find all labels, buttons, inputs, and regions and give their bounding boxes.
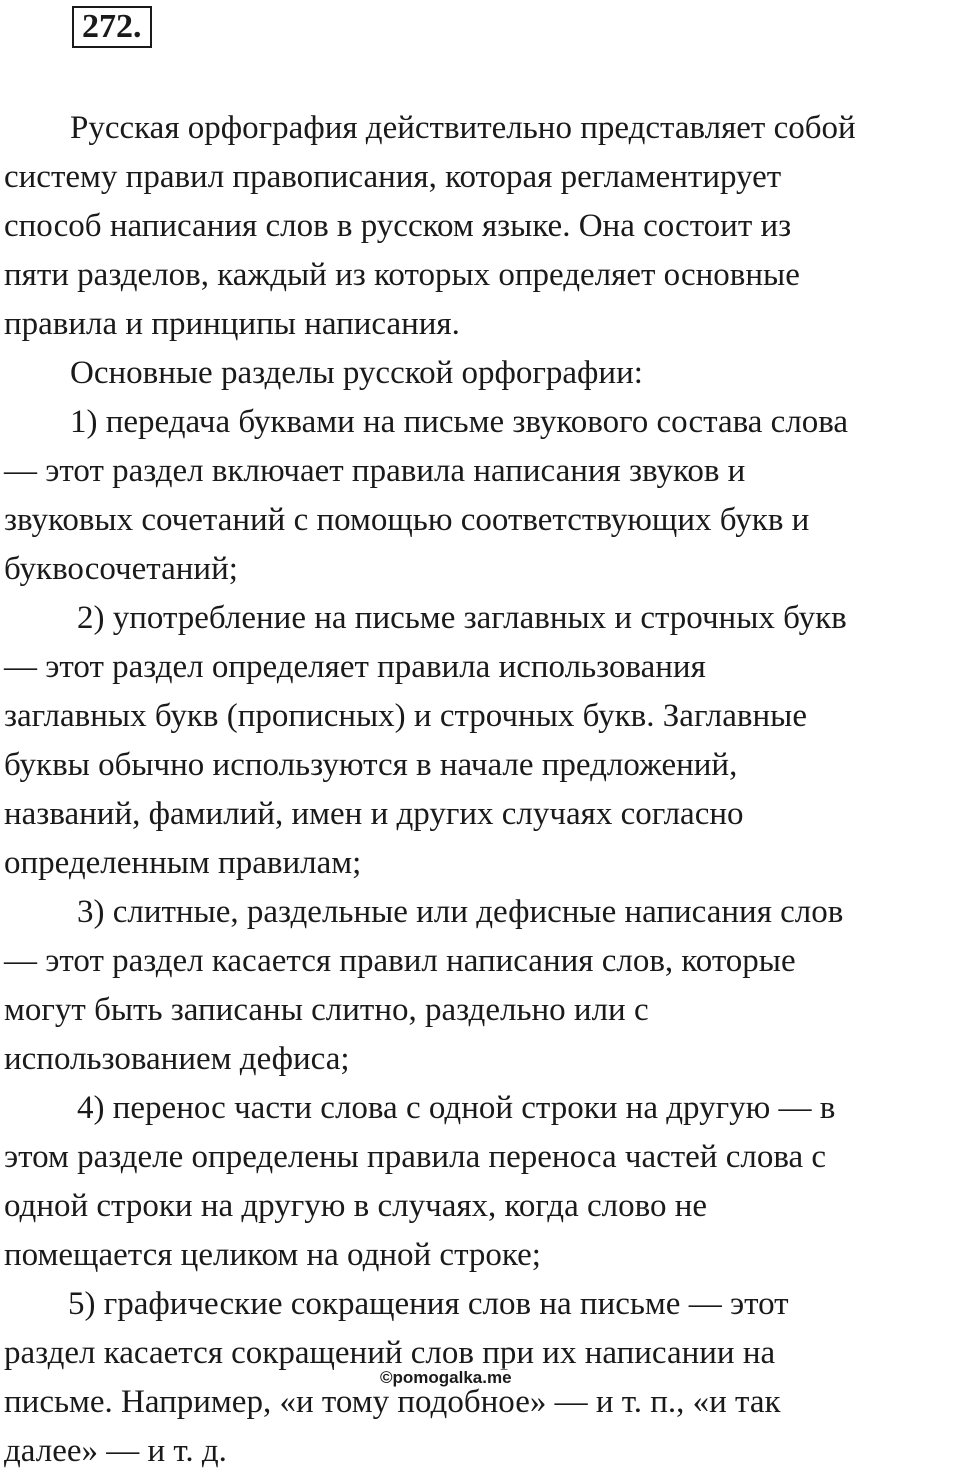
text-line: помещается целиком на одной строке; — [4, 1237, 541, 1273]
text-line: 4) перенос части слова с одной строки на другую — в — [77, 1090, 836, 1126]
text-line: 2) употребление на письме заглавных и строчных букв — [77, 600, 847, 636]
text-line: правила и принципы написания. — [4, 306, 460, 342]
text-line: одной строки на другую в случаях, когда слово не — [4, 1188, 708, 1224]
text-line: — этот раздел включает правила написания звуков и — [4, 453, 746, 489]
text-line: — этот раздел определяет правила использования — [4, 649, 706, 685]
text-line: 5) графические сокращения слов на письме — этот — [68, 1286, 789, 1322]
text-line: названий, фамилий, имен и других случаях согласно — [4, 796, 744, 832]
text-line: звуковых сочетаний с помощью соответствующих букв и — [4, 502, 810, 538]
text-line: определенным правилам; — [4, 845, 362, 881]
watermark: ©pomogalka.me — [380, 1368, 512, 1387]
text-line: 1) передача буквами на письме звукового состава слова — [70, 404, 849, 440]
text-line: способ написания слов в русском языке. Она состоит из — [4, 208, 792, 244]
task-number-box: 272. — [72, 6, 152, 48]
answer-text — [4, 104, 956, 1476]
text-line: далее» — и т. д. — [4, 1433, 227, 1469]
text-line: буквы обычно используются в начале предложений, — [4, 747, 738, 783]
text-line: буквосочетаний; — [4, 551, 238, 587]
text-line: пяти разделов, каждый из которых определяет основные — [4, 257, 800, 293]
text-line: письме. Например, «и тому подобное» — и т. п., «и так — [4, 1384, 781, 1420]
text-line: заглавных букв (прописных) и строчных букв. Заглавные — [4, 698, 807, 734]
text-line: использованием дефиса; — [4, 1041, 350, 1077]
text-line: раздел касается сокращений слов при их написании на — [4, 1335, 776, 1371]
text-line: Основные разделы русской орфографии: — [70, 355, 643, 391]
text-line: могут быть записаны слитно, раздельно или с — [4, 992, 649, 1028]
text-line: Русская орфография действительно представляет собой — [70, 110, 856, 146]
text-line: этом разделе определены правила переноса частей слова с — [4, 1139, 827, 1175]
text-line: 3) слитные, раздельные или дефисные написания слов — [77, 894, 844, 930]
text-line: — этот раздел касается правил написания слов, которые — [4, 943, 796, 979]
text-line: систему правил правописания, которая регламентирует — [4, 159, 782, 195]
